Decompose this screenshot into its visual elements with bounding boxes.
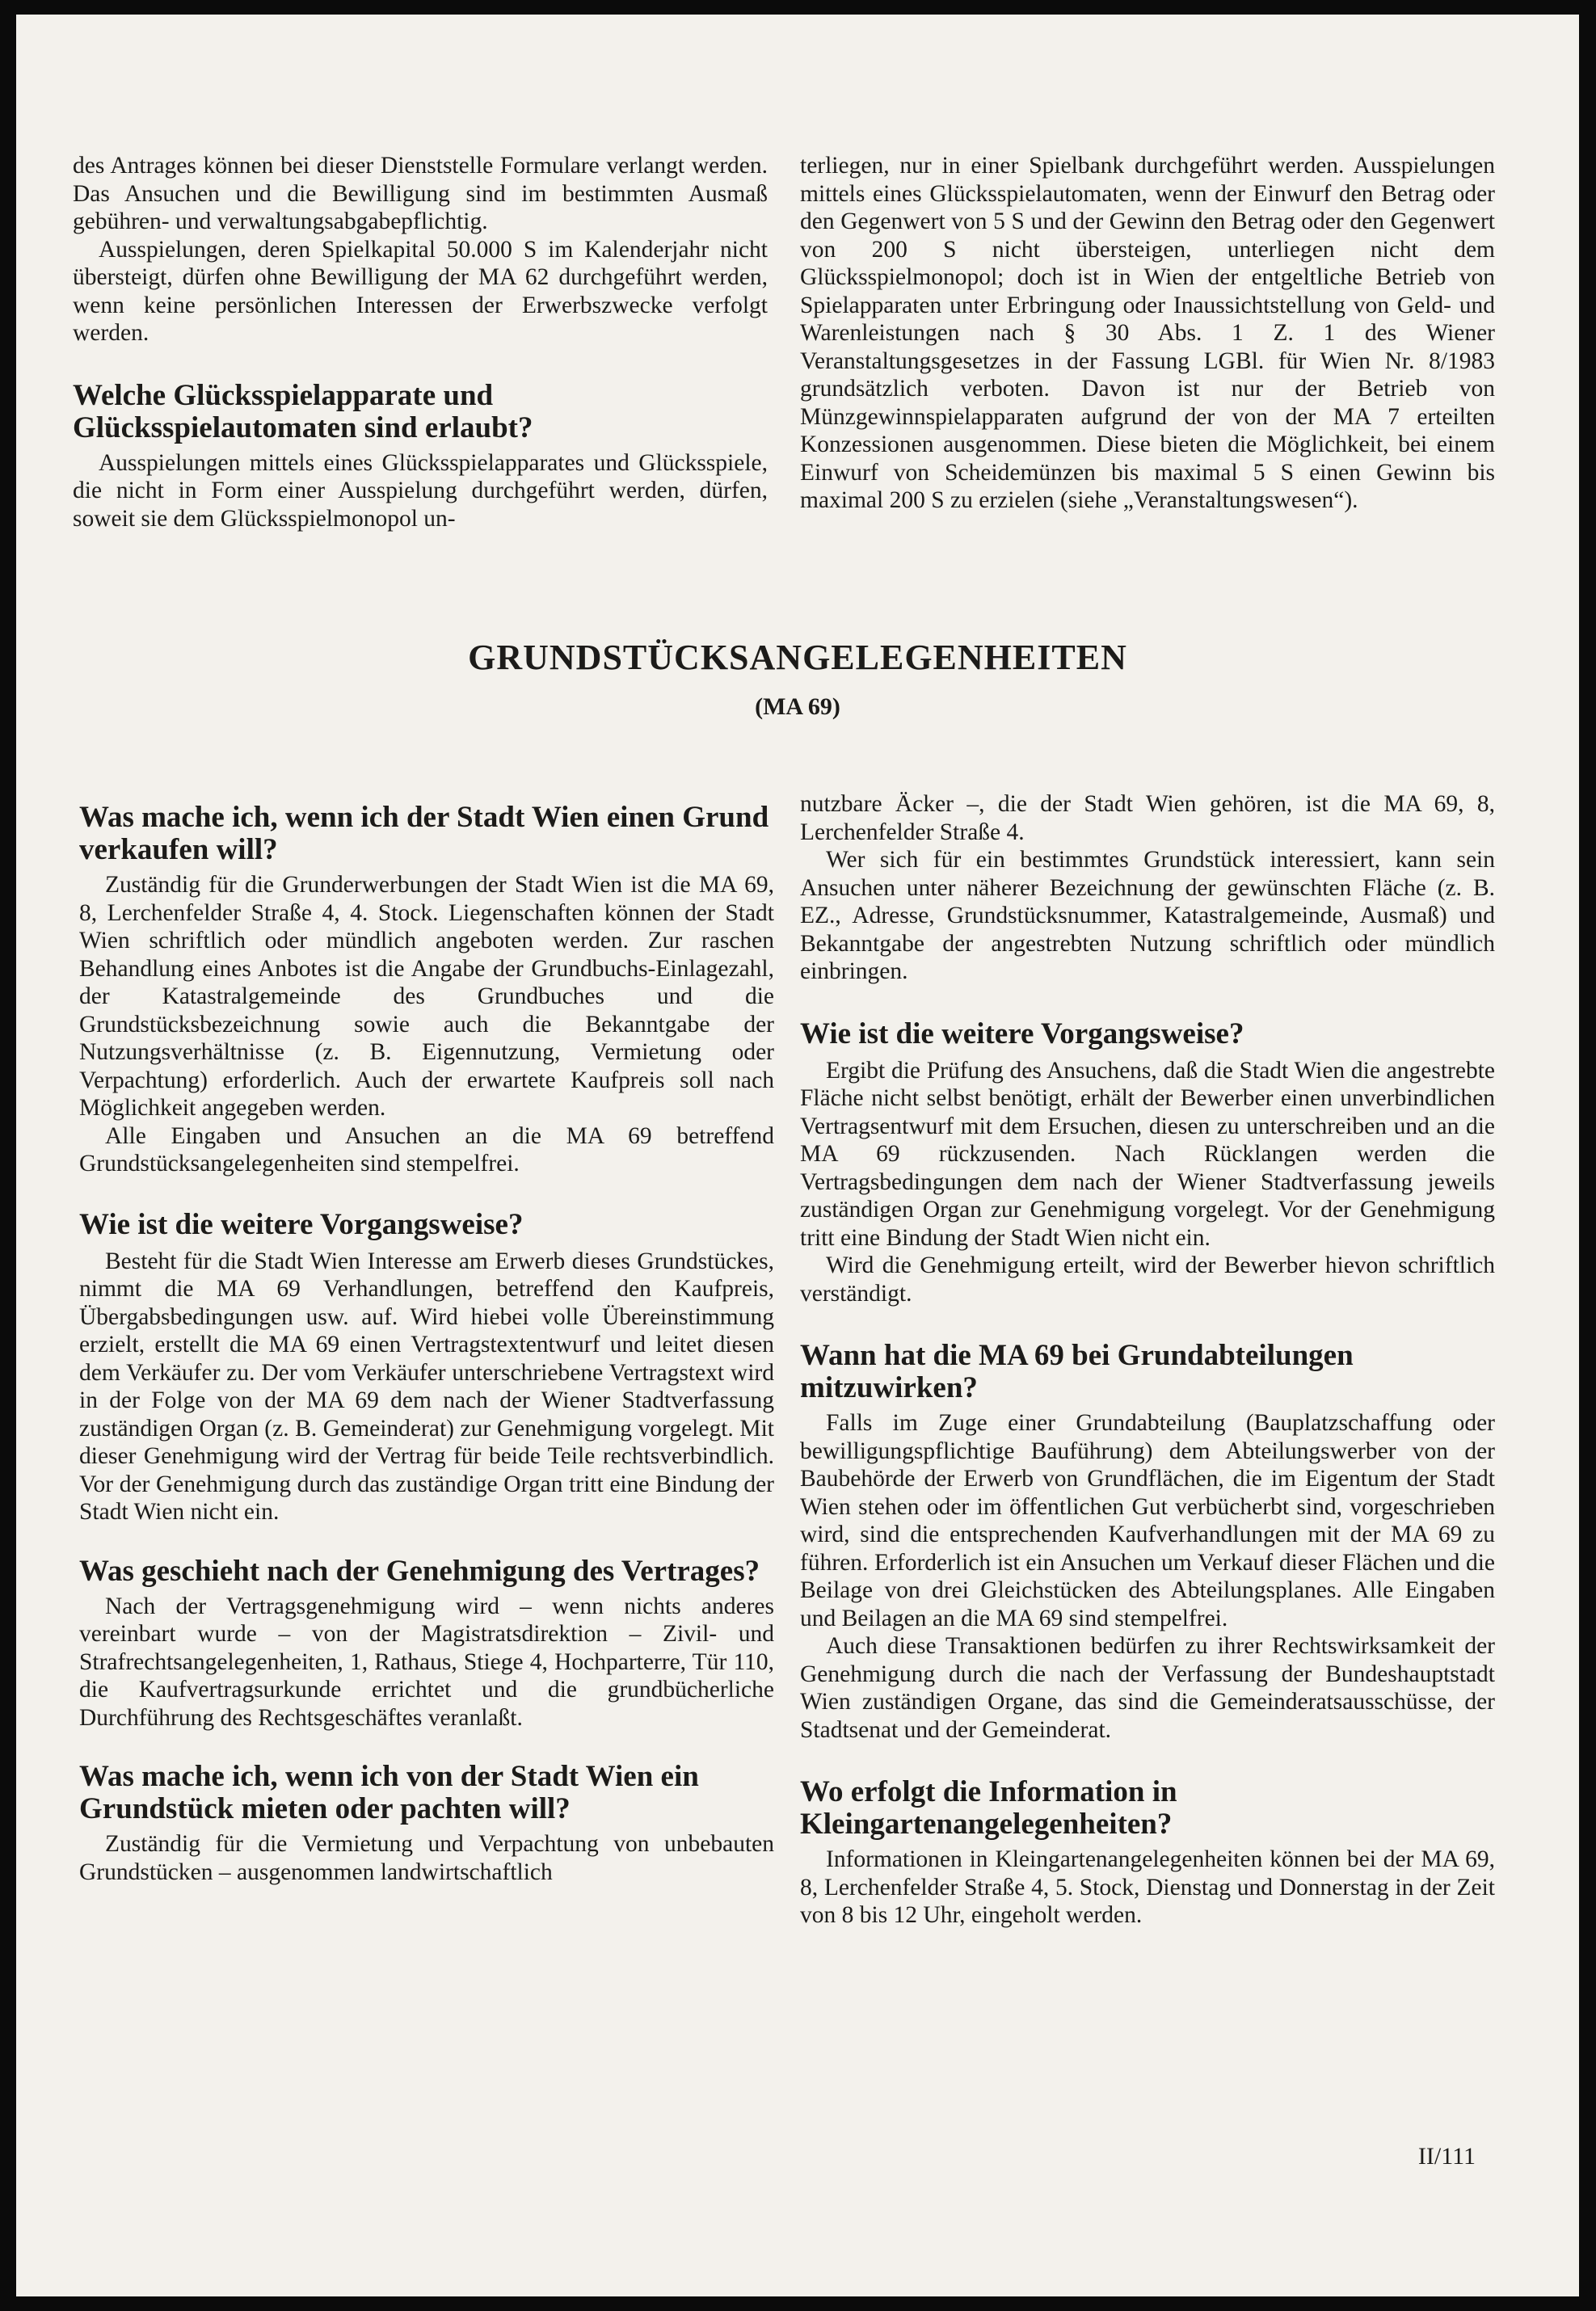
question-heading: Wie ist die weitere Vorgangsweise? <box>800 1017 1244 1050</box>
paragraph: Auch diese Transaktionen bedürfen zu ihrer Rechtswirksamkeit der Genehmigung durch die nach der Verfassung der Bundeshauptstadt Wien zuständigen Organe, das sind die Gemeinderatsausschüsse, der Stadtsenat und der Gemeinderat. <box>800 1633 1495 1743</box>
top-right-column <box>800 152 1495 515</box>
question-heading: Wie ist die weitere Vorgangsweise? <box>79 1207 524 1241</box>
question-heading: Was mache ich, wenn ich von der Stadt Wien ein Grundstück mieten oder pachten will? <box>79 1760 699 1825</box>
paragraph: Ausspielungen, deren Spielkapital 50.000 S im Kalenderjahr nicht übersteigt, dürfen ohne Bewilligung der MA 62 durchgeführt werden, wenn keine persönlichen Interessen der Erwerbszwecke verfolgt werden. <box>73 236 768 346</box>
paragraph: Alle Eingaben und Ansuchen an die MA 69 betreffend Grundstücksangelegenheiten sind stempelfrei. <box>79 1122 774 1177</box>
section-title: GRUNDSTÜCKSANGELEGENHEITEN <box>468 638 1127 677</box>
paragraph: Ergibt die Prüfung des Ansuchens, daß die Stadt Wien die angestrebte Fläche nicht selbst benötigt, erhält der Bewerber einen unverbindlichen Vertragsentwurf mit dem Ersuchen, diesen zu unterschreiben und an die MA 69 rückzusenden. Nach Rücklangen werden die Vertragsbedingungen dem nach der Wiener Stadtverfassung jeweils zuständigen Organ zur Genehmigung vorgelegt. Vor der Genehmigung tritt eine Bindung der Stadt Wien nicht ein. <box>800 1057 1495 1251</box>
question-heading: Wann hat die MA 69 bei Grundabteilungen mitzuwirken? <box>800 1339 1354 1404</box>
paragraph: Falls im Zuge einer Grundabteilung (Bauplatzschaffung oder bewilligungspflichtige Bauführung) dem Abteilungswerber von der Baubehörde der Erwerb von Grundflächen, die im Eigentum der Stadt Wien stehen oder im öffentlichen Gut verbücherbt sind, vorgeschrieben wird, sind die entsprechenden Kaufverhandlungen mit der MA 69 zu führen. Erforderlich ist ein Ansuchen um Verkauf dieser Flächen und die Beilage von drei Gleichstücken des Abteilungsplanes. Alle Eingaben und Beilagen an die MA 69 sind stempelfrei. <box>800 1410 1495 1631</box>
paragraph: Wird die Genehmigung erteilt, wird der Bewerber hievon schriftlich verständigt. <box>800 1252 1495 1307</box>
page-number: II/111 <box>1417 2143 1476 2170</box>
paragraph: Nach der Vertragsgenehmigung wird – wenn nichts anderes vereinbart wurde – von der Magistratsdirektion – Zivil- und Strafrechtsangelegenheiten, 1, Rathaus, Stiege 4, Hochparterre, Tür 110, die Kaufvertragsurkunde errichtet und die grundbücherliche Durchführung des Rechtsgeschäftes veranlaßt. <box>79 1593 774 1731</box>
bottom-right-column <box>800 774 1495 1930</box>
section-subtitle: (MA 69) <box>755 693 840 720</box>
paragraph: des Antrages können bei dieser Dienststelle Formulare verlangt werden. Das Ansuchen und die Bewilligung sind im bestimmten Ausmaß gebühren- und verwaltungsabgabepflichtig. <box>73 153 768 234</box>
question-heading: Was geschieht nach der Genehmigung des Vertrages? <box>79 1554 760 1588</box>
top-left-column <box>73 152 768 532</box>
section-heading: Welche Glücksspielapparate und Glücksspielautomaten sind erlaubt? <box>73 378 533 444</box>
paragraph: Zuständig für die Vermietung und Verpachtung von unbebauten Grundstücken – ausgenommen landwirtschaftlich <box>79 1831 774 1885</box>
paragraph: terliegen, nur in einer Spielbank durchgeführt werden. Ausspielungen mittels eines Glücksspielautomaten, wenn der Einwurf den Betrag oder den Gegenwert von 5 S und der Gewinn den Betrag oder den Gegenwert von 200 S nicht übersteigen, unterliegen nicht dem Glücksspielmonopol; doch ist in Wien der entgeltliche Betrieb von Spielapparaten unter Erbringung oder Inaussichtstellung von Geld- und Warenleistungen nach § 30 Abs. 1 Z. 1 des Wiener Veranstaltungsgesetzes in der Fassung LGBl. für Wien Nr. 8/1983 grundsätzlich verboten. Davon ist nur der Betrieb von Münzgewinnspielapparaten aufgrund der von der MA 7 erteilten Konzessionen ausgenommen. Diese bieten die Möglichkeit, bei einem Einwurf von Scheidemünzen bis maximal 5 S einen Gewinn bis maximal 200 S zu erzielen (siehe „Veranstaltungswesen“). <box>800 153 1495 513</box>
paragraph: Ausspielungen mittels eines Glücksspielapparates und Glücksspiele, die nicht in Form einer Ausspielung durchgeführt werden, dürfen, soweit sie dem Glücksspielmonopol un- <box>73 449 768 532</box>
question-heading: Wo erfolgt die Information in Kleingartenangelegenheiten? <box>800 1775 1177 1841</box>
bottom-left-column <box>79 774 774 1886</box>
question-heading: Was mache ich, wenn ich der Stadt Wien einen Grund verkaufen will? <box>79 801 769 866</box>
paragraph: Wer sich für ein bestimmtes Grundstück interessiert, kann sein Ansuchen unter näherer Bezeichnung der gewünschten Fläche (z. B. EZ., Adresse, Grundstücksnummer, Katastralgemeinde, Ausmaß) und Bekanntgabe der angestrebten Nutzung schriftlich oder mündlich einbringen. <box>800 847 1495 984</box>
paragraph: nutzbare Äcker –, die der Stadt Wien gehören, ist die MA 69, 8, Lerchenfelder Straße 4. <box>800 791 1495 845</box>
paragraph: Informationen in Kleingartenangelegenheiten können bei der MA 69, 8, Lerchenfelder Straße 4, 5. Stock, Dienstag und Donnerstag in der Zeit von 8 bis 12 Uhr, eingeholt werden. <box>800 1846 1495 1928</box>
paragraph: Besteht für die Stadt Wien Interesse am Erwerb dieses Grundstückes, nimmt die MA 69 Verhandlungen, betreffend den Kaufpreis, Übergabsbedingungen usw. auf. Wird hiebei volle Übereinstimmung erzielt, erstellt die MA 69 einen Vertragstextentwurf und leitet diesen dem Verkäufer zu. Der vom Verkäufer unterschriebene Vertragstext wird in der Folge von der MA 69 dem nach der Wiener Stadtverfassung zuständigen Organ (z. B. Gemeinderat) zur Genehmigung vorgelegt. Mit dieser Genehmigung wird der Vertrag für beide Teile rechtsverbindlich. Vor der Genehmigung durch das zuständige Organ tritt eine Bindung der Stadt Wien nicht ein. <box>79 1248 774 1525</box>
paragraph: Zuständig für die Grunderwerbungen der Stadt Wien ist die MA 69, 8, Lerchenfelder Straße 4, 4. Stock. Liegenschaften können der Stadt Wien schriftlich oder mündlich angeboten werden. Zur raschen Behandlung eines Anbotes ist die Angabe der Grundbuchs-Einlagezahl, der Katastralgemeinde des Grundbuches und die Grundstücksbezeichnung sowie auch die Bekanntgabe der Nutzungsverhältnisse (z. B. Eigennutzung, Vermietung oder Verpachtung) erforderlich. Auch der erwartete Kaufpreis soll nach Möglichkeit angegeben werden. <box>79 872 774 1121</box>
document-page <box>16 15 1579 2296</box>
